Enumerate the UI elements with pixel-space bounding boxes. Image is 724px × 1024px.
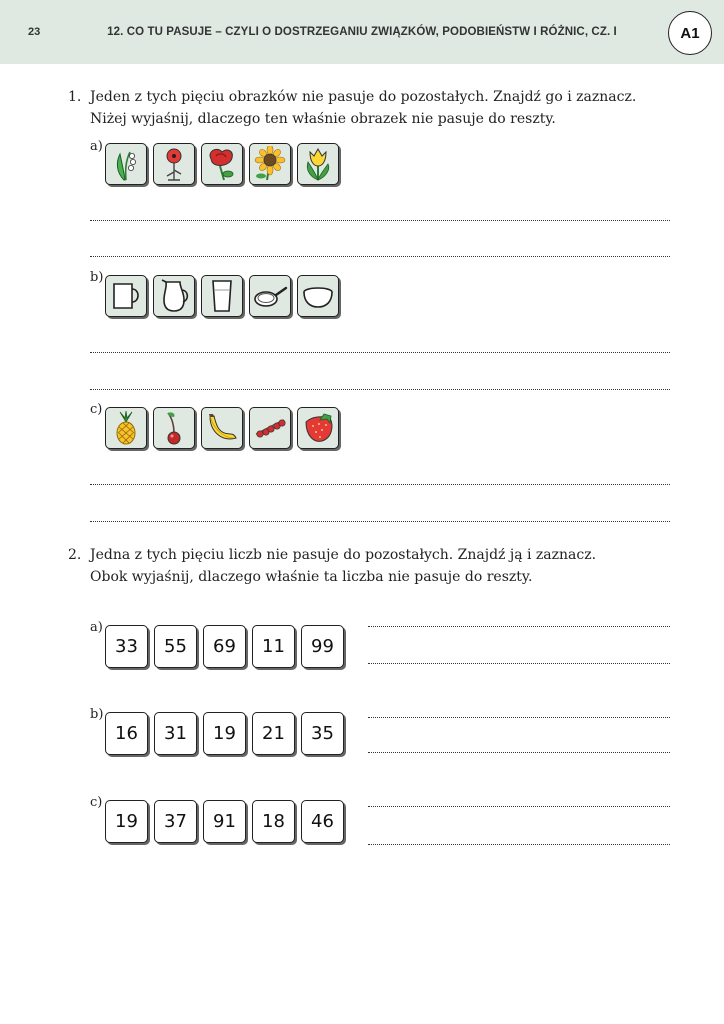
task1a-answer-line-2[interactable] (90, 256, 670, 257)
banana-icon (204, 410, 240, 446)
glass-box[interactable] (201, 275, 243, 317)
cherry-box[interactable] (153, 407, 195, 449)
task1b-answer-line-2[interactable] (90, 389, 670, 390)
task1-instruction-line2: Niżej wyjaśnij, dlaczego ten właśnie obrazek nie pasuje do reszty. (90, 111, 556, 127)
frying-pan-icon (252, 278, 288, 314)
task2a-label: a) (90, 620, 103, 635)
mug-box[interactable] (105, 275, 147, 317)
task1-instruction-line1: Jeden z tych pięciu obrazków nie pasuje do pozostałych. Znajdź go i zaznacz. (90, 89, 637, 105)
poppy-icon (156, 146, 192, 182)
number-box[interactable]: 69 (203, 625, 246, 668)
rose-box[interactable] (201, 143, 243, 185)
strawberry-icon (300, 410, 336, 446)
task2a-answer-line-1[interactable] (368, 626, 670, 627)
number-box[interactable]: 21 (252, 712, 295, 755)
number-box[interactable]: 16 (105, 712, 148, 755)
chapter-title: 12. CO TU PASUJE – CZYLI O DOSTRZEGANIU ZWIĄZKÓW, PODOBIEŃSTW I RÓŻNIC, CZ. I (107, 26, 617, 38)
frying-pan-box[interactable] (249, 275, 291, 317)
number-box[interactable]: 19 (203, 712, 246, 755)
task2-instruction-line2: Obok wyjaśnij, dlaczego właśnie ta liczba nie pasuje do reszty. (90, 569, 533, 585)
number-box[interactable]: 33 (105, 625, 148, 668)
page-number: 23 (28, 26, 41, 38)
number-box[interactable]: 18 (252, 800, 295, 843)
number-box[interactable]: 46 (301, 800, 344, 843)
page-header (0, 0, 724, 64)
task2c-answer-line-1[interactable] (368, 806, 670, 807)
number-box[interactable]: 35 (301, 712, 344, 755)
number-box[interactable]: 91 (203, 800, 246, 843)
task2-number: 2. (68, 547, 82, 563)
task2c-number-row (105, 800, 344, 843)
rose-icon (204, 146, 240, 182)
sunflower-icon (252, 146, 288, 182)
task2a-answer-line-2[interactable] (368, 663, 670, 664)
mug-icon (108, 278, 144, 314)
task2c-label: c) (90, 795, 103, 810)
task1-number: 1. (68, 89, 82, 105)
pineapple-box[interactable] (105, 407, 147, 449)
bowl-box[interactable] (297, 275, 339, 317)
redcurrant-icon (252, 410, 288, 446)
task1c-answer-line-1[interactable] (90, 484, 670, 485)
task1b-picture-row (105, 275, 339, 317)
sunflower-box[interactable] (249, 143, 291, 185)
task1a-answer-line-1[interactable] (90, 220, 670, 221)
lily-of-the-valley-icon (108, 146, 144, 182)
strawberry-box[interactable] (297, 407, 339, 449)
glass-icon (204, 278, 240, 314)
task1c-label: c) (90, 402, 103, 417)
task2b-answer-line-1[interactable] (368, 717, 670, 718)
number-box[interactable]: 19 (105, 800, 148, 843)
jug-box[interactable] (153, 275, 195, 317)
tulip-icon (300, 146, 336, 182)
task1c-picture-row (105, 407, 339, 449)
pineapple-icon (108, 410, 144, 446)
task2b-number-row (105, 712, 344, 755)
redcurrant-box[interactable] (249, 407, 291, 449)
bowl-icon (300, 278, 336, 314)
number-box[interactable]: 99 (301, 625, 344, 668)
task1b-answer-line-1[interactable] (90, 352, 670, 353)
tulip-box[interactable] (297, 143, 339, 185)
poppy-box[interactable] (153, 143, 195, 185)
cherry-icon (156, 410, 192, 446)
task1a-label: a) (90, 139, 103, 154)
banana-box[interactable] (201, 407, 243, 449)
task1c-answer-line-2[interactable] (90, 521, 670, 522)
number-box[interactable]: 37 (154, 800, 197, 843)
task1b-label: b) (90, 270, 104, 285)
number-box[interactable]: 55 (154, 625, 197, 668)
task2b-answer-line-2[interactable] (368, 752, 670, 753)
number-box[interactable]: 31 (154, 712, 197, 755)
task2a-number-row (105, 625, 344, 668)
number-box[interactable]: 11 (252, 625, 295, 668)
task1a-picture-row (105, 143, 339, 185)
task2-instruction-line1: Jedna z tych pięciu liczb nie pasuje do pozostałych. Znajdź ją i zaznacz. (90, 547, 597, 563)
lily-of-the-valley-box[interactable] (105, 143, 147, 185)
level-badge: A1 (668, 11, 712, 55)
task2b-label: b) (90, 707, 104, 722)
jug-icon (156, 278, 192, 314)
task2c-answer-line-2[interactable] (368, 844, 670, 845)
